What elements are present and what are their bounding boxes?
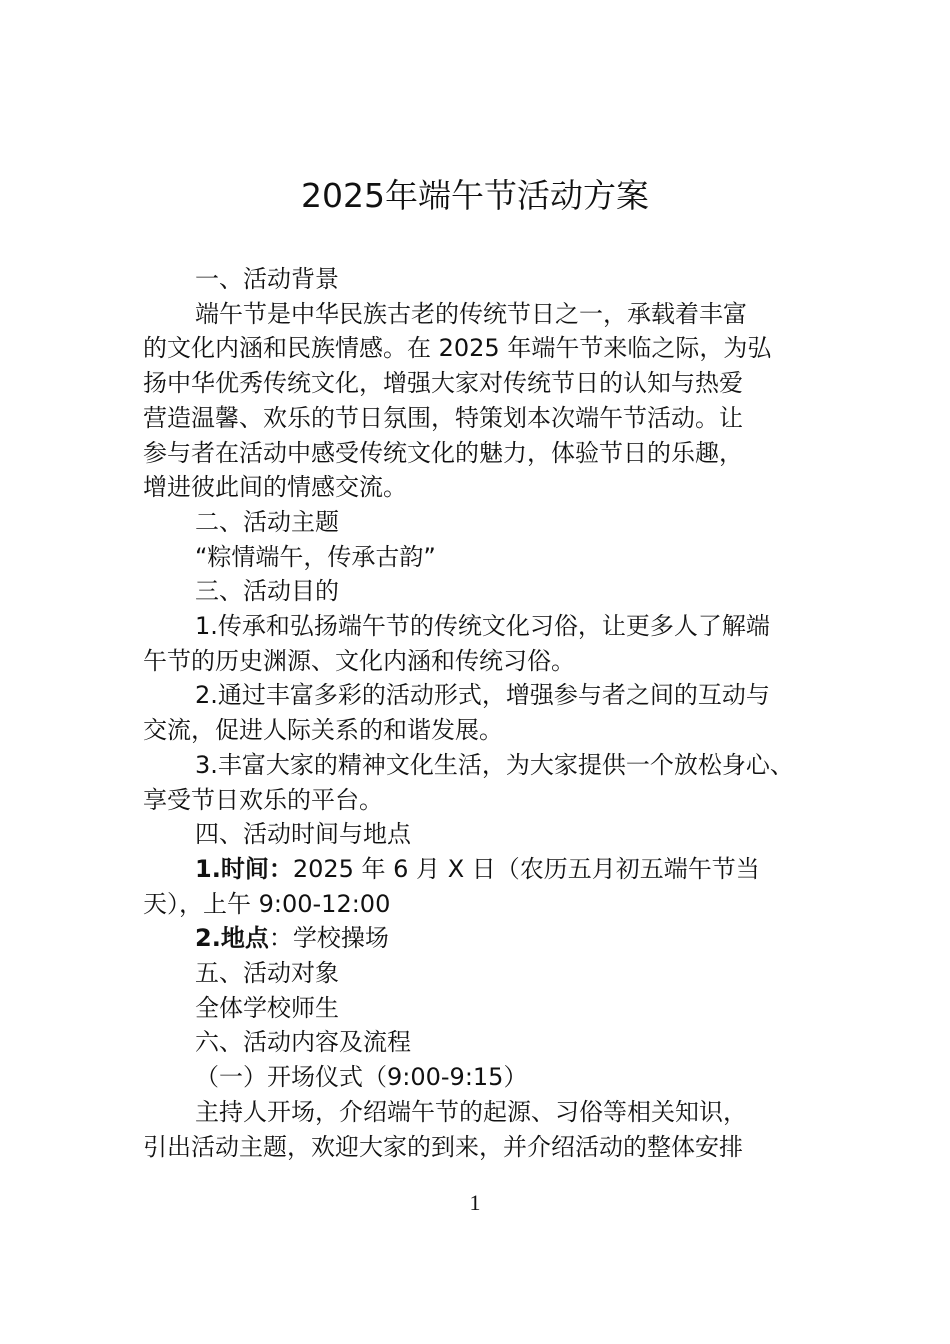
time-line-1	[143, 852, 813, 887]
document-body	[143, 262, 813, 1164]
document-title: 2025年端午节活动方案	[301, 176, 649, 215]
audience-value: 全体学校师生	[195, 993, 339, 1022]
page-number: 1	[469, 1190, 481, 1215]
purpose-item-2-line-1: 2.通过丰富多彩的活动形式，增强参与者之间的互动与	[195, 681, 770, 710]
background-line-3: 扬中华优秀传统文化，增强大家对传统节日的认知与热爱	[143, 369, 743, 398]
time-line-2: 天），上午 9:00-12:00	[143, 889, 391, 918]
background-line-4: 营造温馨、欢乐的节日氛围，特策划本次端午节活动。让	[143, 403, 743, 432]
purpose-item-3-line-1: 3.丰富大家的精神文化生活，为大家提供一个放松身心、	[195, 750, 794, 779]
time-value: 2025 年 6 月 X 日（农历五月初五端午节当	[292, 854, 760, 883]
background-line-2: 的文化内涵和民族情感。在 2025 年端午节来临之际，为弘	[143, 334, 772, 363]
section-heading-background: 一、活动背景	[195, 265, 339, 293]
time-label: 1.时间：	[195, 854, 293, 883]
background-line-1: 端午节是中华民族古老的传统节日之一，承载着丰富	[195, 299, 747, 328]
subsection-opening: （一）开场仪式（9:00-9:15）	[195, 1063, 528, 1092]
section-heading-audience: 五、活动对象	[195, 959, 339, 988]
background-line-6: 增进彼此间的情感交流。	[143, 473, 407, 502]
section-heading-time-place: 四、活动时间与地点	[195, 820, 411, 849]
section-heading-theme: 二、活动主题	[195, 507, 339, 536]
opening-line-2: 引出活动主题，欢迎大家的到来，并介绍活动的整体安排	[143, 1132, 743, 1161]
opening-line-1: 主持人开场，介绍端午节的起源、习俗等相关知识，	[195, 1097, 747, 1126]
background-line-5: 参与者在活动中感受传统文化的魅力，体验节日的乐趣，	[143, 438, 743, 467]
section-heading-content: 六、活动内容及流程	[195, 1028, 411, 1057]
section-heading-purpose: 三、活动目的	[195, 577, 339, 606]
purpose-item-3-line-2: 享受节日欢乐的平台。	[143, 785, 383, 814]
place-value: ：学校操场	[268, 924, 389, 953]
purpose-item-1-line-1: 1.传承和弘扬端午节的传统文化习俗，让更多人了解端	[195, 612, 770, 641]
purpose-item-1-line-2: 午节的历史渊源、文化内涵和传统习俗。	[143, 646, 575, 675]
place-label: 2.地点	[195, 924, 269, 953]
place-line	[143, 921, 813, 956]
purpose-item-2-line-2: 交流，促进人际关系的和谐发展。	[143, 716, 503, 745]
theme-text: “粽情端午，传承古韵”	[195, 542, 436, 571]
